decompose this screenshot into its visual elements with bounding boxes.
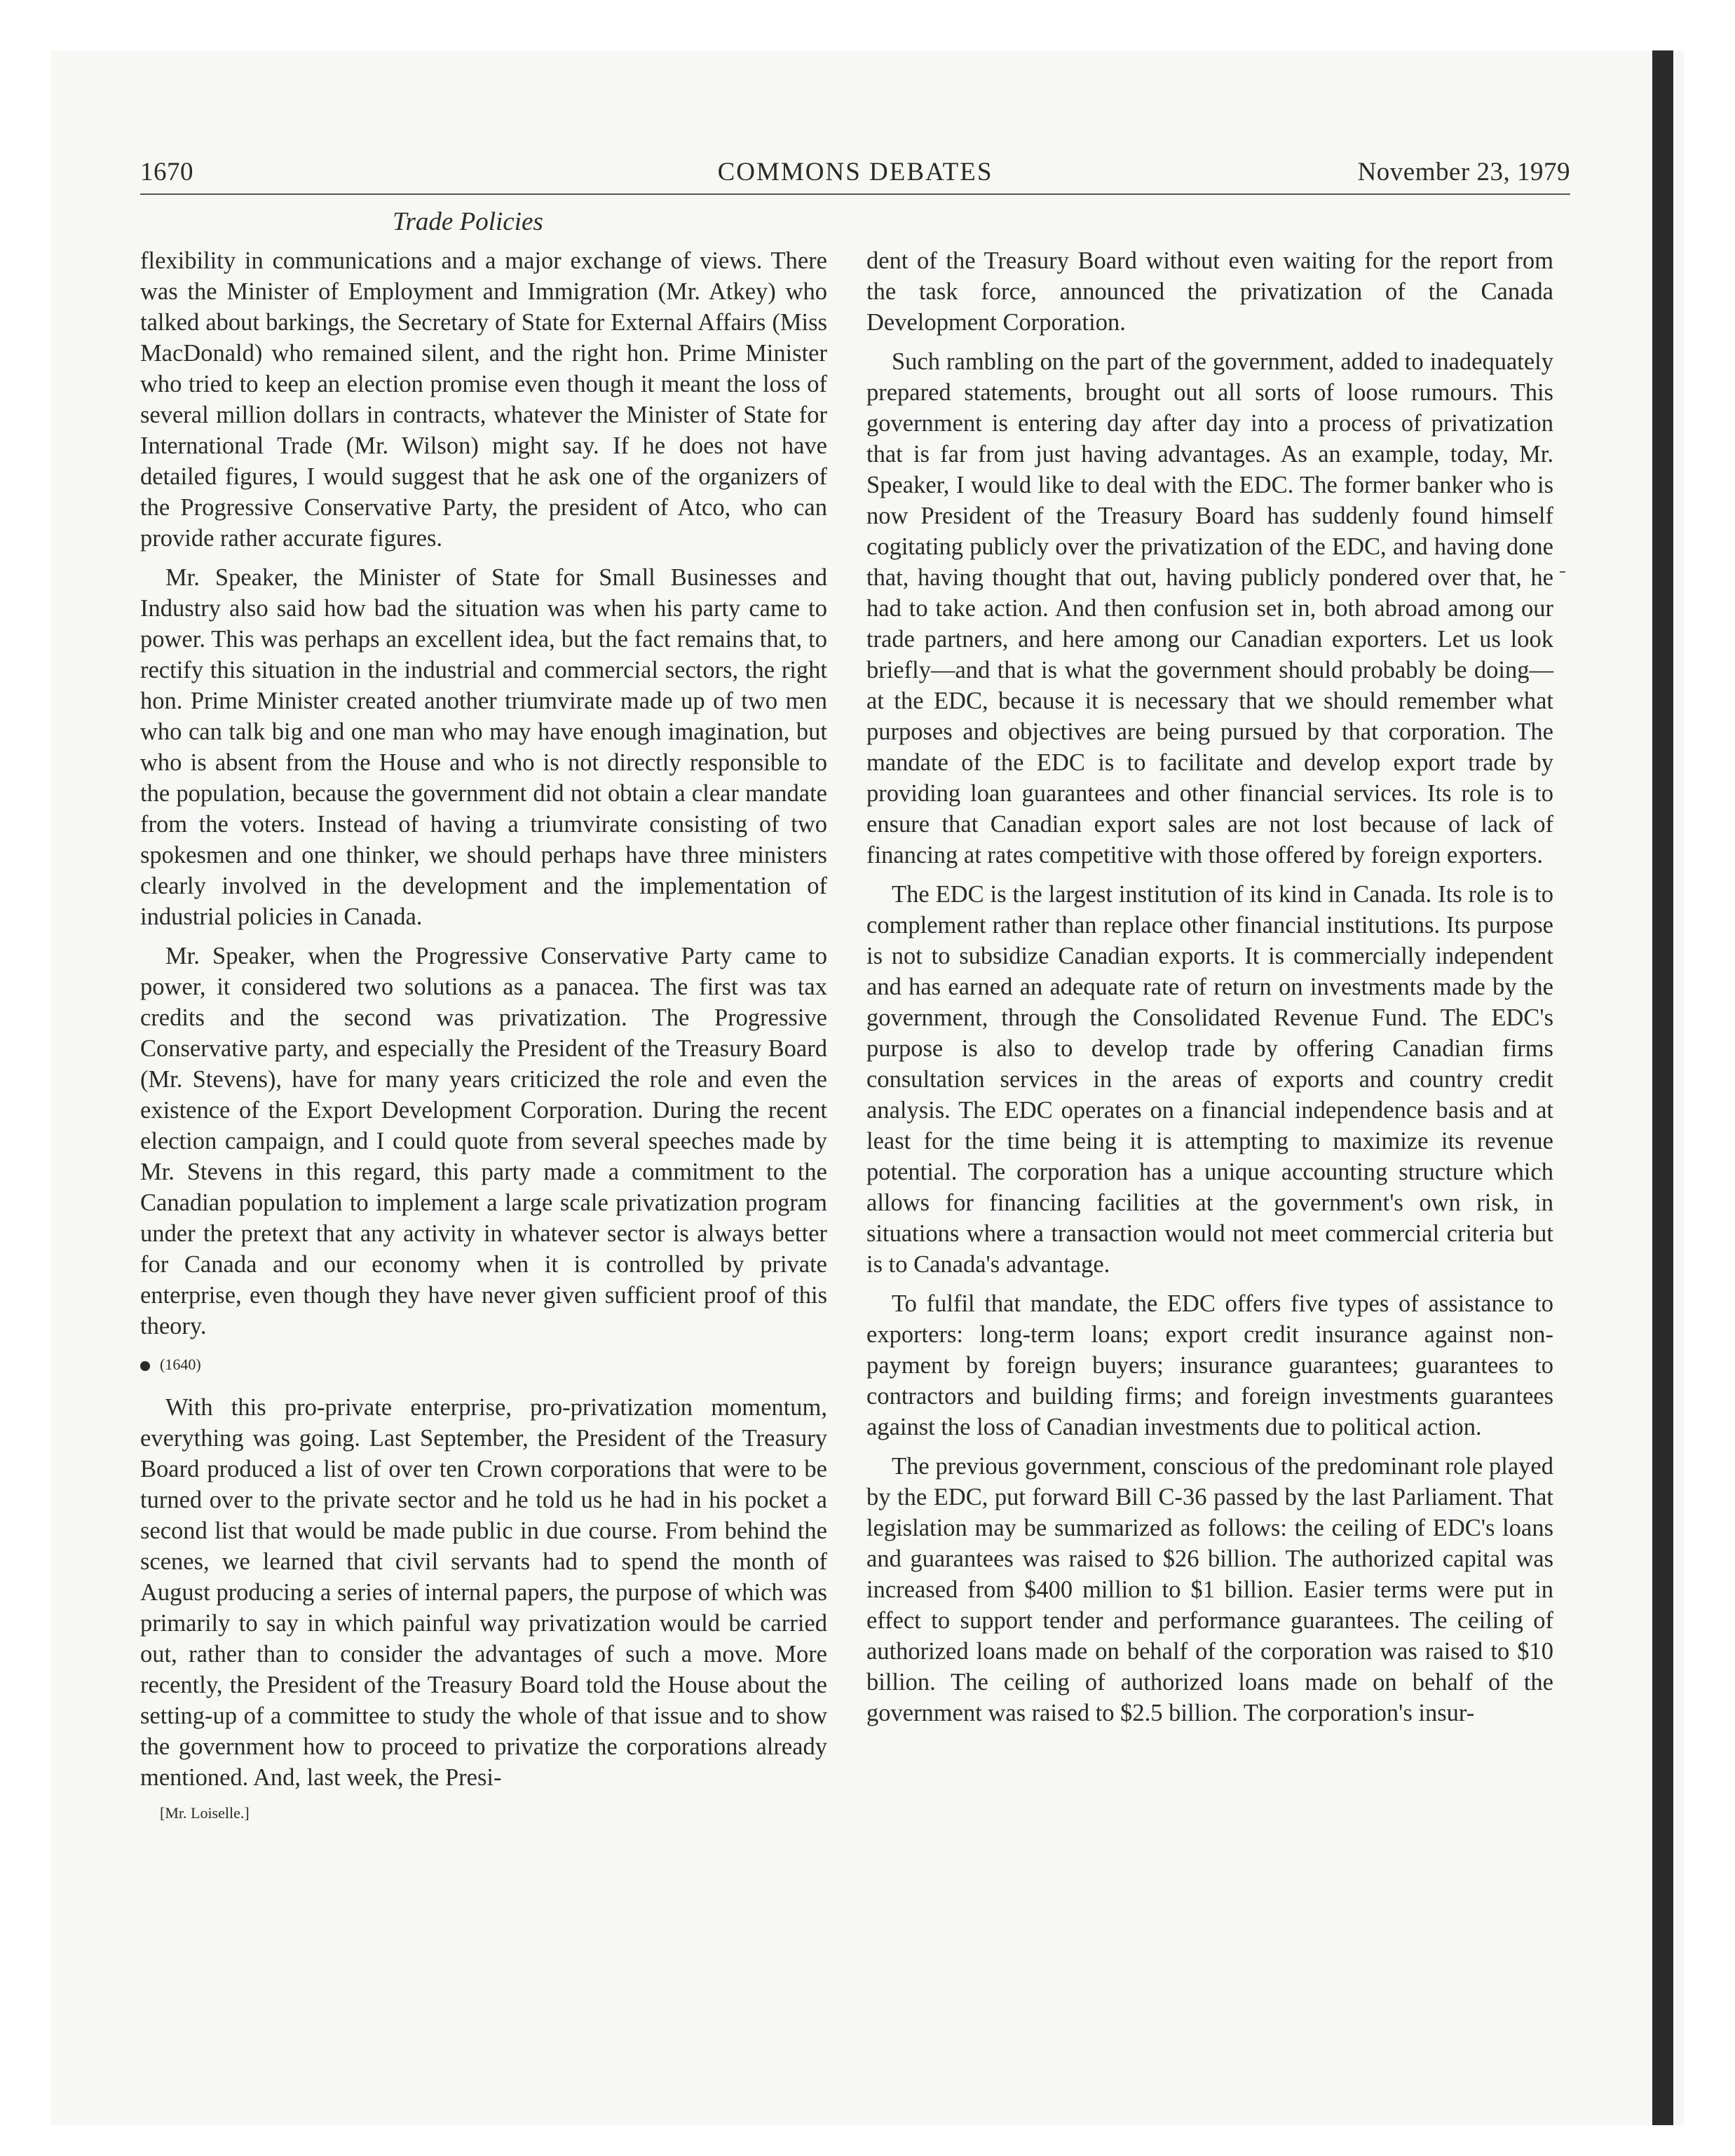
- page-number: 1670: [140, 158, 193, 186]
- paragraph: flexibility in communications and a major exchange of views. There was the Minister of Employment and Immigration (Mr. Atkey) who talked about barkings, the Secretary of State for External Affairs (Miss MacDonald) who remained silent, and the right hon. Prime Minister who tried to keep an election promise even though it meant the loss of several million dollars in contracts, whatever the Minister of State for International Trade (Mr. Wilson) might say. If he does not have detailed figures, I would suggest that he ask one of the organizers of the Progressive Conservative Party, the president of Atco, who can provide rather accurate figures.: [140, 247, 827, 552]
- publication-title: COMMONS DEBATES: [717, 158, 993, 186]
- paragraph: Such rambling on the part of the government, added to inadequately prepared statements, brought out all sorts of loose rumours. This government is entering day after day into a process of privatization that is far from just having advantages. As an example, today, Mr. Speaker, I would like to deal with the EDC. The former banker who is now President of the Treasury Board has suddenly found himself cogitating publicly over the privatization of the EDC, and having done that, having thought that out, having publicly pondered over that, he had to take action. And then confusion set in, both abroad among our trade partners, and here among our Canadian exporters. Let us look briefly—and that is what the government should probably be doing—at the EDC, because it is necessary that we should remember what purposes and objectives are being pursued by that corporation. The mandate of the EDC is to facilitate and develop export trade by providing loan guarantees and other financial services. Its role is to ensure that Canadian export sales are not lost because of lack of financing at rates competitive with those offered by foreign exporters.: [866, 348, 1553, 868]
- bullet-icon: [140, 1361, 150, 1371]
- time-marker-label: (1640): [160, 1356, 201, 1373]
- paragraph: The previous government, conscious of the predominant role played by the EDC, put forward Bill C-36 passed by the last Parliament. That legislation may be summarized as follows: the ceiling of EDC's loans and guarantees was raised to $26 billion. The authorized capital was increased from $400 million to $1 billion. Easier terms were put in effect to support tender and performance guarantees. The ceiling of authorized loans made on behalf of the corporation was raised to $10 billion. The ceiling of authorized loans made on behalf of the government was raised to $2.5 billion. The corporation's insur-: [866, 1453, 1553, 1726]
- header-rule: [140, 193, 1570, 195]
- paragraph: dent of the Treasury Board without even waiting for the report from the task force, announced the privatization of the Canada Development Corporation.: [866, 247, 1553, 336]
- right-column: [866, 245, 1553, 1737]
- section-title: Trade Policies: [393, 207, 543, 236]
- paragraph: Mr. Speaker, when the Progressive Conservative Party came to power, it considered two solutions as a panacea. The first was tax credits and the second was privatization. The Progressive Conservative party, and especially the President of the Treasury Board (Mr. Stevens), have for many years criticized the role and even the existence of the Export Development Corporation. During the recent election campaign, and I could quote from several speeches made by Mr. Stevens in this regard, this party made a commitment to the Canadian population to implement a large scale privatization program under the pretext that any activity in whatever sector is always better for Canada and our economy when it is controlled by private enterprise, even though they have never given sufficient proof of this theory.: [140, 943, 827, 1339]
- time-marker: [140, 1354, 827, 1375]
- scan-edge-bar: [1652, 50, 1673, 2125]
- paragraph: Mr. Speaker, the Minister of State for Small Businesses and Industry also said how bad the situation was when his party came to power. This was perhaps an excellent idea, but the fact remains that, to rectify this situation in the industrial and commercial sectors, the right hon. Prime Minister created another triumvirate made up of two men who can talk big and one man who may have enough imagination, but who is absent from the House and who is not directly responsible to the population, because the government did not obtain a clear mandate from the voters. Instead of having a triumvirate consisting of two spokesmen and one thinker, we should perhaps have three ministers clearly involved in the development and the implementation of industrial policies in Canada.: [140, 564, 827, 930]
- running-header: [140, 157, 1570, 196]
- paragraph: To fulfil that mandate, the EDC offers five types of assistance to exporters: long-term loans; export credit insurance against non-payment by foreign buyers; insurance guarantees; guarantees to contractors and building firms; and foreign investments guarantees against the loss of Canadian investments due to political action.: [866, 1290, 1553, 1440]
- paragraph: The EDC is the largest institution of its kind in Canada. Its role is to complement rather than replace other financial institutions. Its purpose is not to subsidize Canadian exports. It is commercially independent and has earned an adequate rate of return on investments made by the government, through the Consolidated Revenue Fund. The EDC's purpose is also to develop trade by offering Canadian firms consultation services in the areas of exports and country credit analysis. The EDC operates on a financial independence basis and at least for the time being it is attempting to maximize its revenue potential. The corporation has a unique accounting structure which allows for financing facilities at the government's own risk, in situations where a transaction would not meet commercial criteria but is to Canada's advantage.: [866, 881, 1553, 1278]
- speaker-note: [Mr. Loiselle.]: [160, 1804, 250, 1822]
- margin-mark: [1560, 571, 1565, 573]
- header-date: November 23, 1979: [1357, 158, 1570, 186]
- left-column: [140, 245, 827, 1824]
- paragraph: With this pro-private enterprise, pro-privatization momentum, everything was going. Last September, the President of the Treasury Board produced a list of over ten Crown corporations that were to be turned over to the private sector and he told us he had in his pocket a second list that would be made public in due course. From behind the scenes, we learned that civil servants had to spend the month of August producing a series of internal papers, the purpose of which was primarily to say in which painful way privatization would be carried out, rather than to consider the advantages of such a move. More recently, the President of the Treasury Board told the House about the setting-up of a committee to study the whole of that issue and to show the government how to proceed to privatize the corporations already mentioned. And, last week, the Presi-: [140, 1394, 827, 1791]
